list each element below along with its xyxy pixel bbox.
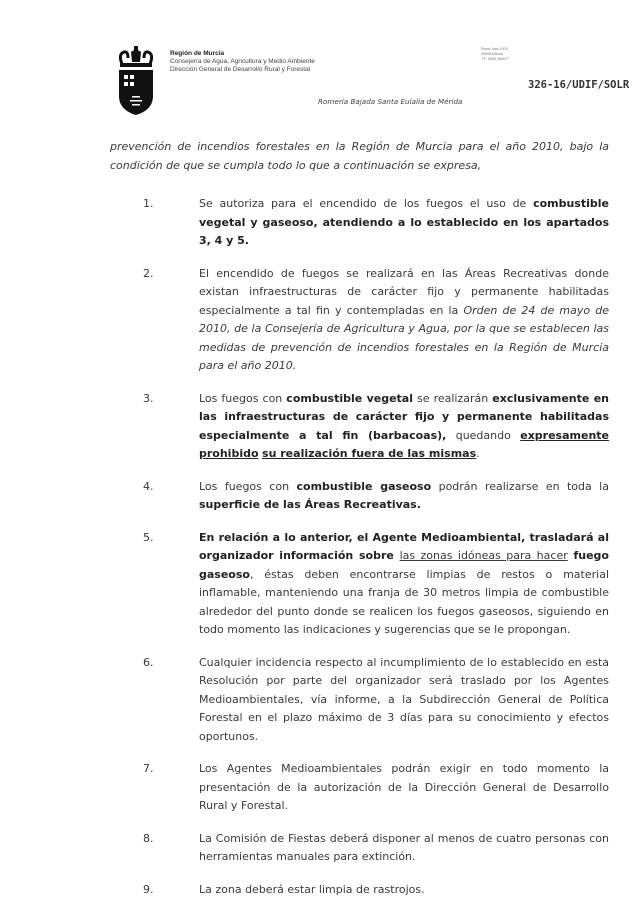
text-segment: Los fuegos con [199, 479, 297, 493]
text-segment: combustible vegetal [286, 391, 414, 405]
list-item [143, 654, 609, 747]
document-subject: Romería Bajada Santa Eulalia de Mérida [318, 97, 463, 106]
text-segment: quedando [446, 428, 521, 442]
text-segment: , éstas deben encontrarse limpias de restos o material inflamable, manteniendo una franja de 30 metros limpia de combustible alrededor del punto donde se realicen los fuegos gaseosos, siguiendo en todo momento las indicaciones y sugerencias que se le propongan. [199, 567, 609, 636]
item-number: 3. [143, 391, 154, 405]
text-segment: exclusivamente en las infraestructuras de carácter fijo y permanente habilitadas especialmente a tal fin (barbacoas), [199, 391, 609, 442]
item-number: 4. [143, 479, 154, 493]
item-number: 6. [143, 655, 154, 669]
item-text [199, 478, 609, 515]
organization-block [170, 50, 315, 74]
item-text [199, 529, 609, 640]
item-number: 5. [143, 530, 154, 544]
text-segment: Se autoriza para el encendido de los fuegos el uso de [199, 197, 534, 210]
text-segment: las zonas idóneas para hacer [399, 549, 568, 562]
list-item [143, 390, 609, 464]
text-segment: La Comisión de Fiestas deberá disponer al menos de cuatro personas con herramientas manuales para extinción. [199, 831, 609, 863]
address-phone: T.F. (968) 366677 [481, 57, 509, 61]
text-segment: El encendido de fuegos se realizará en las Áreas Recreativas donde existan infraestructuras de carácter fijo y permanente habilitadas especialmente a tal fin y contempladas en la [199, 266, 609, 317]
item-text [199, 265, 609, 376]
text-segment: Cualquier incidencia respecto al incumplimiento de lo establecido en esta Resolución por parte del organizador será traslado por los Agentes Medioambientales, vía informe, a la Subdirección General de Política Forestal en el plazo máximo de 3 días para su conocimiento y efectos oportunos. [199, 655, 609, 743]
region-murcia-coat-of-arms-logo [114, 46, 158, 116]
text-segment: se realizarán [413, 391, 493, 405]
intro-paragraph: prevención de incendios forestales en la Región de Murcia para el año 2010, bajo la condición de que se cumpla todo lo que a continuación se expresa, [110, 140, 609, 172]
item-text [199, 881, 609, 900]
conditions-list [110, 195, 609, 899]
text-segment: podrán realizarse en toda la [431, 479, 609, 493]
text-segment: superficie de las Áreas Recreativas. [199, 498, 421, 511]
list-item [143, 881, 609, 900]
department-name: Consejería de Agua, Agricultura y Medio Ambiente [170, 58, 315, 65]
item-number: 7. [143, 762, 154, 775]
item-number: 8. [143, 831, 154, 845]
text-segment: combustible vegetal y gaseoso, atendiendo a lo establecido en los apartados 3, 4 y 5. [199, 197, 609, 247]
document-reference: 326-16/UDIF/SOLR [528, 79, 630, 91]
text-segment: combustible gaseoso [296, 479, 432, 493]
item-text [199, 830, 609, 867]
address-street: Plaza Juan XXIII [481, 47, 508, 51]
list-item [143, 195, 609, 251]
item-text [199, 195, 609, 251]
list-item [143, 529, 609, 640]
item-number: 2. [143, 266, 154, 280]
list-item [143, 478, 609, 515]
text-segment: Los Agentes Medioambientales podrán exigir en todo momento la presentación de la autorización de la Dirección General de Desarrollo Rural y Forestal. [199, 762, 609, 812]
text-segment: La zona deberá estar limpia de rastrojos. [199, 882, 425, 896]
text-segment: . [476, 447, 480, 460]
list-item [143, 760, 609, 816]
text-segment: su realización fuera de las mismas [262, 447, 477, 460]
list-item [143, 265, 609, 376]
item-number: 1. [143, 197, 154, 210]
text-segment: expresamente prohibido [199, 428, 609, 460]
text-segment: En relación a lo anterior, el Agente Medioambiental, trasladará al organizador información sobre [199, 530, 609, 562]
item-number: 9. [143, 882, 154, 896]
item-text [199, 390, 609, 464]
document-body [110, 138, 609, 913]
directorate-name: Dirección General de Desarrollo Rural y Forestal [170, 66, 311, 73]
organization-name: Región de Murcia [170, 50, 225, 57]
text-segment: fuego gaseoso [199, 549, 609, 581]
text-segment: Los fuegos con [199, 391, 287, 405]
text-segment: Orden de 24 de mayo de 2010, de la Consejería de Agricultura y Agua, por la que se establecen las medidas de prevención de incendios forestales en la Región de Murcia para el año 2010. [199, 303, 610, 372]
item-text [199, 760, 609, 816]
address-city: 30008 Murcia [481, 52, 503, 56]
address-block [481, 47, 509, 62]
item-text [199, 654, 609, 747]
list-item [143, 830, 609, 867]
